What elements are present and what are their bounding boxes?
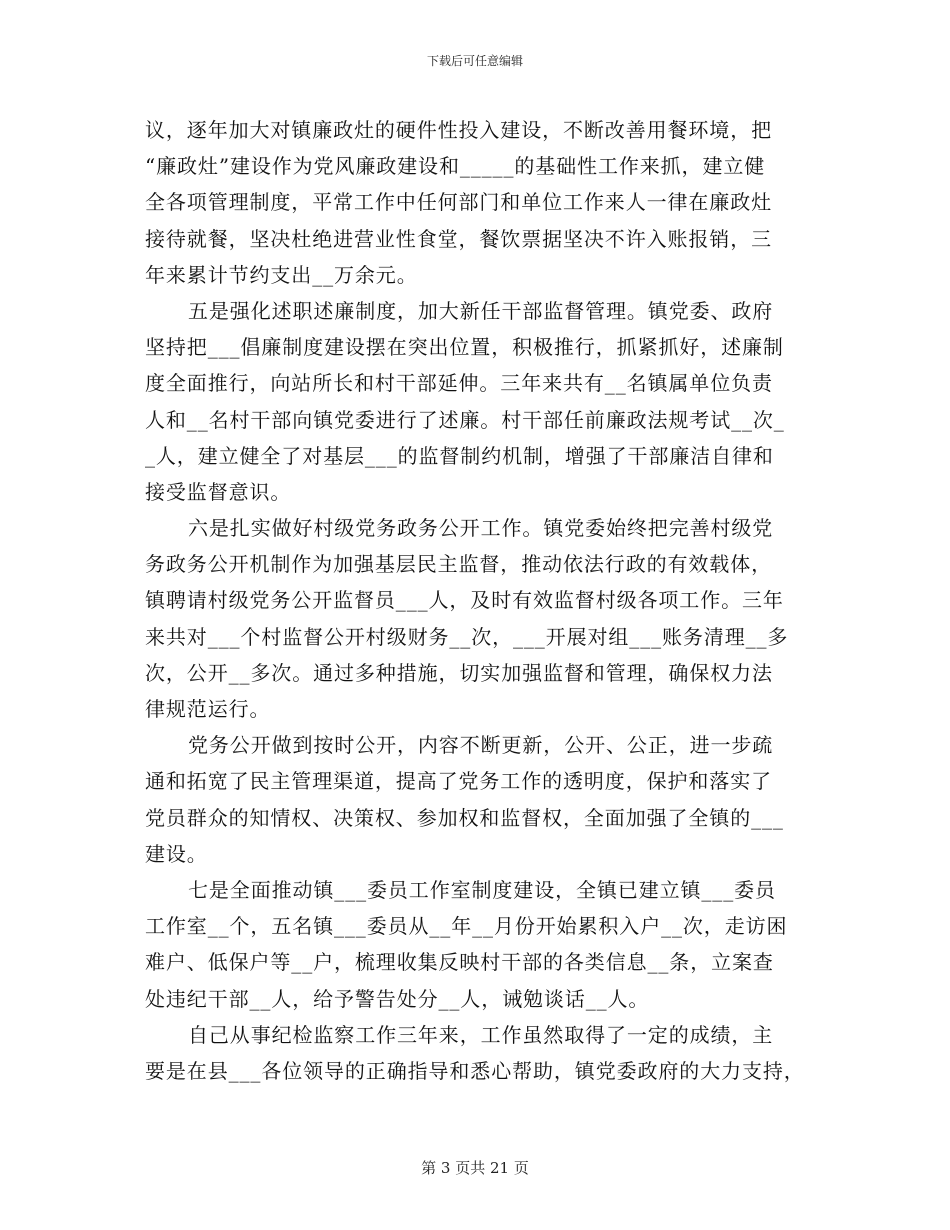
paragraph-1 bbox=[145, 112, 830, 293]
text-line: 五是强化述职述廉制度，加大新任干部监督管理。镇党委、政府 bbox=[188, 298, 774, 323]
text-line: 全各项管理制度，平常工作中任何部门和单位工作来人一律在廉政灶 bbox=[145, 190, 772, 215]
text-line: 年来累计节约支出__万余元。 bbox=[145, 262, 418, 287]
text-line: “廉政灶”建设作为党风廉政建设和_____的基础性工作来抓，建立健 bbox=[145, 154, 766, 179]
text-line: 自己从事纪检监察工作三年来，工作虽然取得了一定的成绩，主 bbox=[188, 1022, 774, 1047]
text-line: 人和__名村干部向镇党委进行了述廉。村干部任前廉政法规考试__次_ bbox=[145, 407, 785, 432]
text-line: 通和拓宽了民主管理渠道，提高了党务工作的透明度，保护和落实了 bbox=[145, 769, 772, 794]
text-line: 议，逐年加大对镇廉政灶的硬件性投入建设，不断改善用餐环境，把 bbox=[145, 118, 772, 142]
page-header: 下载后可任意编辑 bbox=[426, 54, 523, 68]
paragraph-2 bbox=[145, 293, 830, 510]
text-line: _人，建立健全了对基层___的监督制约机制，增强了干部廉洁自律和 bbox=[145, 443, 774, 468]
text-line: 镇聘请村级党务公开监督员___人，及时有效监督村级各项工作。三年 bbox=[145, 588, 784, 613]
text-line: 要是在县___各位领导的正确指导和悉心帮助，镇党委政府的大力支持， bbox=[145, 1058, 805, 1083]
text-line: 处违纪干部__人，给予警告处分__人，诫勉谈话__人。 bbox=[145, 986, 650, 1011]
paragraph-6 bbox=[145, 1017, 830, 1089]
text-line: 工作室__个，五名镇___委员从__年__月份开始累积入户__次，走访困 bbox=[145, 914, 788, 939]
text-line: 建设。 bbox=[145, 841, 208, 866]
text-line: 党员群众的知情权、决策权、参加权和监督权，全面加强了全镇的___ bbox=[145, 805, 784, 830]
text-line: 律规范运行。 bbox=[145, 697, 271, 721]
text-line: 难户、低保户等__户，梳理收集反映村干部的各类信息__条，立案查 bbox=[145, 950, 774, 975]
text-line: 接待就餐，坚决杜绝进营业性食堂，餐饮票据坚决不许入账报销，三 bbox=[145, 226, 772, 251]
text-line: 六是扎实做好村级党务政务公开工作。镇党委始终把完善村级党 bbox=[188, 516, 774, 541]
paragraph-5 bbox=[145, 872, 830, 1017]
text-line: 党务公开做到按时公开，内容不断更新，公开、公正，进一步疏 bbox=[188, 733, 774, 758]
text-line: 来共对___个村监督公开村级财务__次，___开展对组___账务清理__多 bbox=[145, 624, 789, 649]
text-line: 坚持把___倡廉制度建设摆在突出位置，积极推行，抓紧抓好，述廉制 bbox=[145, 335, 784, 360]
text-line: 度全面推行，向站所长和村干部延伸。三年来共有__名镇属单位负责 bbox=[145, 371, 773, 396]
text-line: 七是全面推动镇___委员工作室制度建设，全镇已建立镇___委员 bbox=[188, 877, 776, 902]
paragraph-3 bbox=[145, 510, 830, 727]
text-line: 次，公开__多次。通过多种措施，切实加强监督和管理，确保权力法 bbox=[145, 660, 773, 685]
page-footer: 第 3 页共 21 页 bbox=[421, 1159, 529, 1177]
paragraph-4 bbox=[145, 727, 830, 872]
text-line: 务政务公开机制作为加强基层民主监督，推动依法行政的有效载体， bbox=[145, 552, 772, 577]
document-body bbox=[145, 112, 830, 1089]
text-line: 接受监督意识。 bbox=[145, 479, 292, 504]
